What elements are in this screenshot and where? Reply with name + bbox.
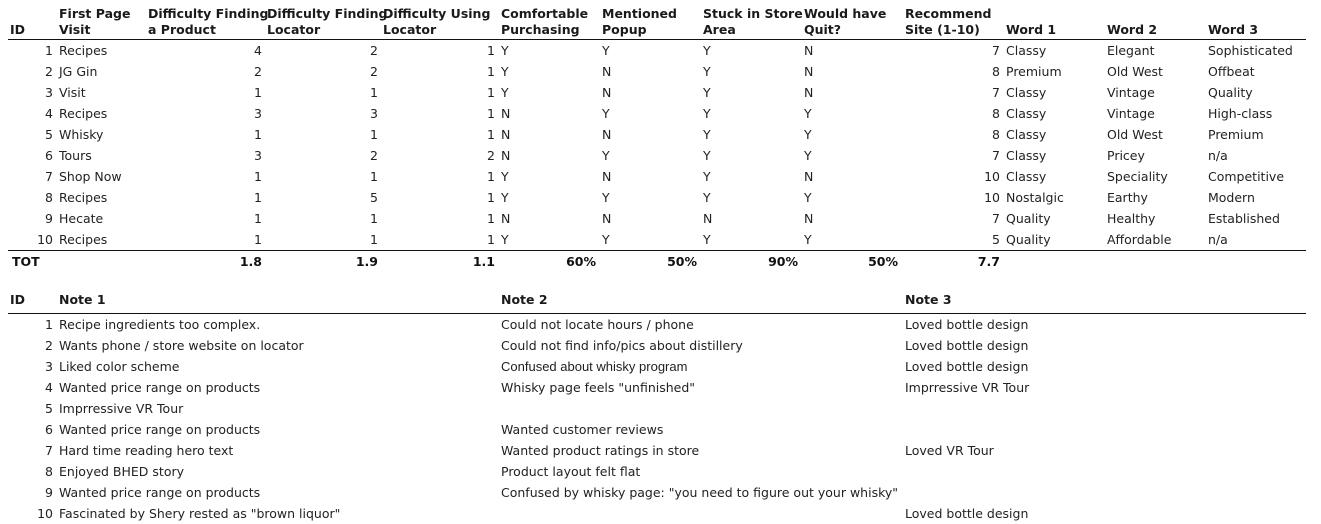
cell-quit: N	[804, 85, 814, 100]
cell-diff_using: 1	[487, 64, 495, 79]
note3-cell: Loved bottle design	[905, 359, 1029, 374]
totals-label: TOT	[12, 254, 40, 269]
total-quit: 50%	[868, 254, 898, 269]
note1-cell: Hard time reading hero text	[59, 443, 234, 458]
notes-row-id: 4	[45, 380, 53, 395]
cell-word2: Affordable	[1107, 232, 1172, 247]
row-id: 10	[37, 232, 53, 247]
cell-first_page: Recipes	[59, 43, 108, 58]
notes-row-id: 8	[45, 464, 53, 479]
notes-header-note2: Note 2	[501, 292, 548, 307]
notes-row-id: 2	[45, 338, 53, 353]
total-recommend: 7.7	[977, 254, 1000, 269]
cell-word3: n/a	[1208, 232, 1228, 247]
cell-diff_using: 1	[487, 211, 495, 226]
notes-row-id: 1	[45, 317, 53, 332]
cell-word2: Old West	[1107, 127, 1163, 142]
cell-diff_product: 3	[254, 148, 262, 163]
cell-first_page: Visit	[59, 85, 86, 100]
cell-word3: Competitive	[1208, 169, 1285, 184]
cell-comfortable: Y	[501, 232, 509, 247]
cell-word1: Classy	[1006, 127, 1047, 142]
cell-quit: N	[804, 169, 814, 184]
note1-cell: Wanted price range on products	[59, 485, 261, 500]
cell-diff_locator: 1	[370, 169, 378, 184]
cell-word2: Elegant	[1107, 43, 1155, 58]
cell-word3: Modern	[1208, 190, 1255, 205]
note3-cell: Loved VR Tour	[905, 443, 994, 458]
cell-popup: Y	[602, 43, 610, 58]
cell-diff_using: 1	[487, 127, 495, 142]
cell-word2: Earthy	[1107, 190, 1148, 205]
total-diff_locator: 1.9	[355, 254, 378, 269]
cell-recommend: 10	[984, 169, 1000, 184]
cell-word1: Classy	[1006, 148, 1047, 163]
cell-diff_using: 1	[487, 232, 495, 247]
cell-stuck: Y	[703, 127, 711, 142]
cell-diff_using: 1	[487, 169, 495, 184]
cell-first_page: Recipes	[59, 232, 108, 247]
cell-diff_using: 1	[487, 43, 495, 58]
total-diff_using: 1.1	[472, 254, 495, 269]
cell-word3: Established	[1208, 211, 1280, 226]
cell-stuck: Y	[703, 64, 711, 79]
cell-stuck: N	[703, 211, 713, 226]
header-recommend-line1: Recommend	[905, 6, 992, 21]
cell-diff_locator: 5	[370, 190, 378, 205]
cell-stuck: Y	[703, 106, 711, 121]
cell-word1: Nostalgic	[1006, 190, 1064, 205]
cell-diff_locator: 3	[370, 106, 378, 121]
cell-quit: N	[804, 64, 814, 79]
cell-quit: Y	[804, 127, 812, 142]
total-comfortable: 60%	[566, 254, 596, 269]
cell-comfortable: N	[501, 127, 511, 142]
header-stuck-line2: Area	[703, 22, 736, 37]
cell-word2: Vintage	[1107, 85, 1155, 100]
header-word1: Word 1	[1006, 22, 1057, 37]
cell-recommend: 7	[992, 85, 1000, 100]
cell-popup: N	[602, 211, 612, 226]
cell-word1: Premium	[1006, 64, 1062, 79]
cell-comfortable: Y	[501, 64, 509, 79]
header-diff_using-line2: Locator	[383, 22, 437, 37]
cell-stuck: Y	[703, 232, 711, 247]
cell-diff_locator: 2	[370, 148, 378, 163]
cell-diff_locator: 1	[370, 85, 378, 100]
cell-quit: N	[804, 43, 814, 58]
header-word2: Word 2	[1107, 22, 1158, 37]
header-comfortable-line1: Comfortable	[501, 6, 589, 21]
cell-word3: Offbeat	[1208, 64, 1255, 79]
notes-row-id: 6	[45, 422, 53, 437]
cell-diff_product: 3	[254, 106, 262, 121]
cell-popup: Y	[602, 148, 610, 163]
header-quit-line2: Quit?	[804, 22, 842, 37]
cell-word1: Classy	[1006, 43, 1047, 58]
note1-cell: Wants phone / store website on locator	[59, 338, 304, 353]
cell-recommend: 8	[992, 64, 1000, 79]
notes-header-note3: Note 3	[905, 292, 952, 307]
header-diff_using-line1: Difficulty Using	[383, 6, 491, 21]
cell-quit: Y	[804, 232, 812, 247]
note2-cell: Confused about whisky program	[501, 359, 688, 374]
cell-diff_product: 1	[254, 232, 262, 247]
cell-diff_using: 1	[487, 190, 495, 205]
cell-diff_locator: 1	[370, 232, 378, 247]
cell-diff_product: 1	[254, 211, 262, 226]
cell-word3: n/a	[1208, 148, 1228, 163]
row-id: 2	[45, 64, 53, 79]
cell-word2: Old West	[1107, 64, 1163, 79]
cell-diff_locator: 2	[370, 64, 378, 79]
header-diff_product-line1: Difficulty Finding	[148, 6, 269, 21]
cell-recommend: 8	[992, 106, 1000, 121]
header-recommend-line2: Site (1-10)	[905, 22, 980, 37]
note1-cell: Recipe ingredients too complex.	[59, 317, 261, 332]
cell-popup: N	[602, 64, 612, 79]
notes-row-id: 9	[45, 485, 53, 500]
note1-cell: Imprressive VR Tour	[59, 401, 184, 416]
notes-row-id: 3	[45, 359, 53, 374]
total-diff_product: 1.8	[239, 254, 262, 269]
note2-cell: Wanted product ratings in store	[501, 443, 700, 458]
row-id: 8	[45, 190, 53, 205]
cell-word2: Vintage	[1107, 106, 1155, 121]
cell-diff_locator: 2	[370, 43, 378, 58]
cell-first_page: Recipes	[59, 190, 108, 205]
notes-header-note1: Note 1	[59, 292, 106, 307]
cell-popup: N	[602, 85, 612, 100]
row-id: 5	[45, 127, 53, 142]
cell-stuck: Y	[703, 190, 711, 205]
cell-first_page: Recipes	[59, 106, 108, 121]
cell-word1: Classy	[1006, 85, 1047, 100]
note3-cell: Loved bottle design	[905, 338, 1029, 353]
note1-cell: Fascinated by Shery rested as "brown liquor"	[59, 506, 341, 521]
header-comfortable-line2: Purchasing	[501, 22, 580, 37]
row-id: 9	[45, 211, 53, 226]
cell-recommend: 7	[992, 43, 1000, 58]
header-quit-line1: Would have	[804, 6, 887, 21]
cell-recommend: 7	[992, 148, 1000, 163]
cell-word3: High-class	[1208, 106, 1273, 121]
cell-word2: Healthy	[1107, 211, 1156, 226]
cell-word1: Classy	[1006, 106, 1047, 121]
note1-cell: Liked color scheme	[59, 359, 180, 374]
cell-word2: Pricey	[1107, 148, 1145, 163]
cell-comfortable: N	[501, 211, 511, 226]
cell-diff_using: 1	[487, 106, 495, 121]
cell-diff_product: 2	[254, 64, 262, 79]
cell-recommend: 8	[992, 127, 1000, 142]
header-popup-line2: Popup	[602, 22, 647, 37]
cell-diff_product: 1	[254, 190, 262, 205]
cell-comfortable: N	[501, 148, 511, 163]
cell-first_page: Whisky	[59, 127, 104, 142]
note2-cell: Product layout felt flat	[501, 464, 641, 479]
cell-comfortable: N	[501, 106, 511, 121]
cell-diff_product: 1	[254, 127, 262, 142]
row-id: 3	[45, 85, 53, 100]
total-popup: 50%	[667, 254, 697, 269]
header-id: ID	[10, 22, 26, 37]
header-first_page-line1: First Page	[59, 6, 131, 21]
cell-diff_product: 4	[254, 43, 262, 58]
note2-cell: Whisky page feels "unfinished"	[501, 380, 696, 395]
cell-first_page: Hecate	[59, 211, 104, 226]
cell-recommend: 5	[992, 232, 1000, 247]
row-id: 7	[45, 169, 53, 184]
cell-diff_product: 1	[254, 169, 262, 184]
note1-cell: Wanted price range on products	[59, 380, 261, 395]
header-popup-line1: Mentioned	[602, 6, 677, 21]
notes-header-id: ID	[10, 292, 26, 307]
cell-recommend: 7	[992, 211, 1000, 226]
header-stuck-line1: Stuck in Store	[703, 6, 803, 21]
note2-cell: Could not locate hours / phone	[501, 317, 694, 332]
cell-word1: Quality	[1006, 211, 1051, 226]
cell-diff_locator: 1	[370, 127, 378, 142]
notes-row-id: 5	[45, 401, 53, 416]
cell-diff_using: 2	[487, 148, 495, 163]
cell-first_page: Tours	[59, 148, 92, 163]
cell-word2: Speciality	[1107, 169, 1168, 184]
notes-row-id: 10	[37, 506, 53, 521]
cell-comfortable: Y	[501, 43, 509, 58]
cell-first_page: JG Gin	[59, 64, 98, 79]
cell-stuck: Y	[703, 169, 711, 184]
cell-first_page: Shop Now	[59, 169, 122, 184]
cell-word3: Premium	[1208, 127, 1264, 142]
cell-word1: Classy	[1006, 169, 1047, 184]
cell-word1: Quality	[1006, 232, 1051, 247]
cell-stuck: Y	[703, 85, 711, 100]
note3-cell: Loved bottle design	[905, 317, 1029, 332]
cell-quit: N	[804, 211, 814, 226]
cell-popup: N	[602, 127, 612, 142]
cell-comfortable: Y	[501, 190, 509, 205]
cell-word3: Sophisticated	[1208, 43, 1293, 58]
cell-stuck: Y	[703, 148, 711, 163]
cell-quit: Y	[804, 190, 812, 205]
header-diff_locator-line2: Locator	[267, 22, 321, 37]
cell-quit: Y	[804, 148, 812, 163]
header-diff_locator-line1: Difficulty Finding	[267, 6, 388, 21]
cell-diff_product: 1	[254, 85, 262, 100]
note3-cell: Loved bottle design	[905, 506, 1029, 521]
total-stuck: 90%	[768, 254, 798, 269]
row-id: 1	[45, 43, 53, 58]
row-id: 4	[45, 106, 53, 121]
note2-cell: Could not find info/pics about distillery	[501, 338, 743, 353]
header-diff_product-line2: a Product	[148, 22, 216, 37]
cell-word3: Quality	[1208, 85, 1253, 100]
cell-comfortable: Y	[501, 85, 509, 100]
cell-popup: Y	[602, 190, 610, 205]
note1-cell: Enjoyed BHED story	[59, 464, 185, 479]
row-id: 6	[45, 148, 53, 163]
note2-cell: Confused by whisky page: "you need to figure out your whisky"	[501, 485, 899, 500]
cell-popup: N	[602, 169, 612, 184]
cell-diff_using: 1	[487, 85, 495, 100]
note2-cell: Wanted customer reviews	[501, 422, 664, 437]
cell-comfortable: Y	[501, 169, 509, 184]
cell-stuck: Y	[703, 43, 711, 58]
cell-recommend: 10	[984, 190, 1000, 205]
header-first_page-line2: Visit	[59, 22, 91, 37]
cell-quit: Y	[804, 106, 812, 121]
cell-diff_locator: 1	[370, 211, 378, 226]
note3-cell: Imprressive VR Tour	[905, 380, 1030, 395]
notes-row-id: 7	[45, 443, 53, 458]
cell-popup: Y	[602, 232, 610, 247]
note1-cell: Wanted price range on products	[59, 422, 261, 437]
header-word3: Word 3	[1208, 22, 1259, 37]
cell-popup: Y	[602, 106, 610, 121]
